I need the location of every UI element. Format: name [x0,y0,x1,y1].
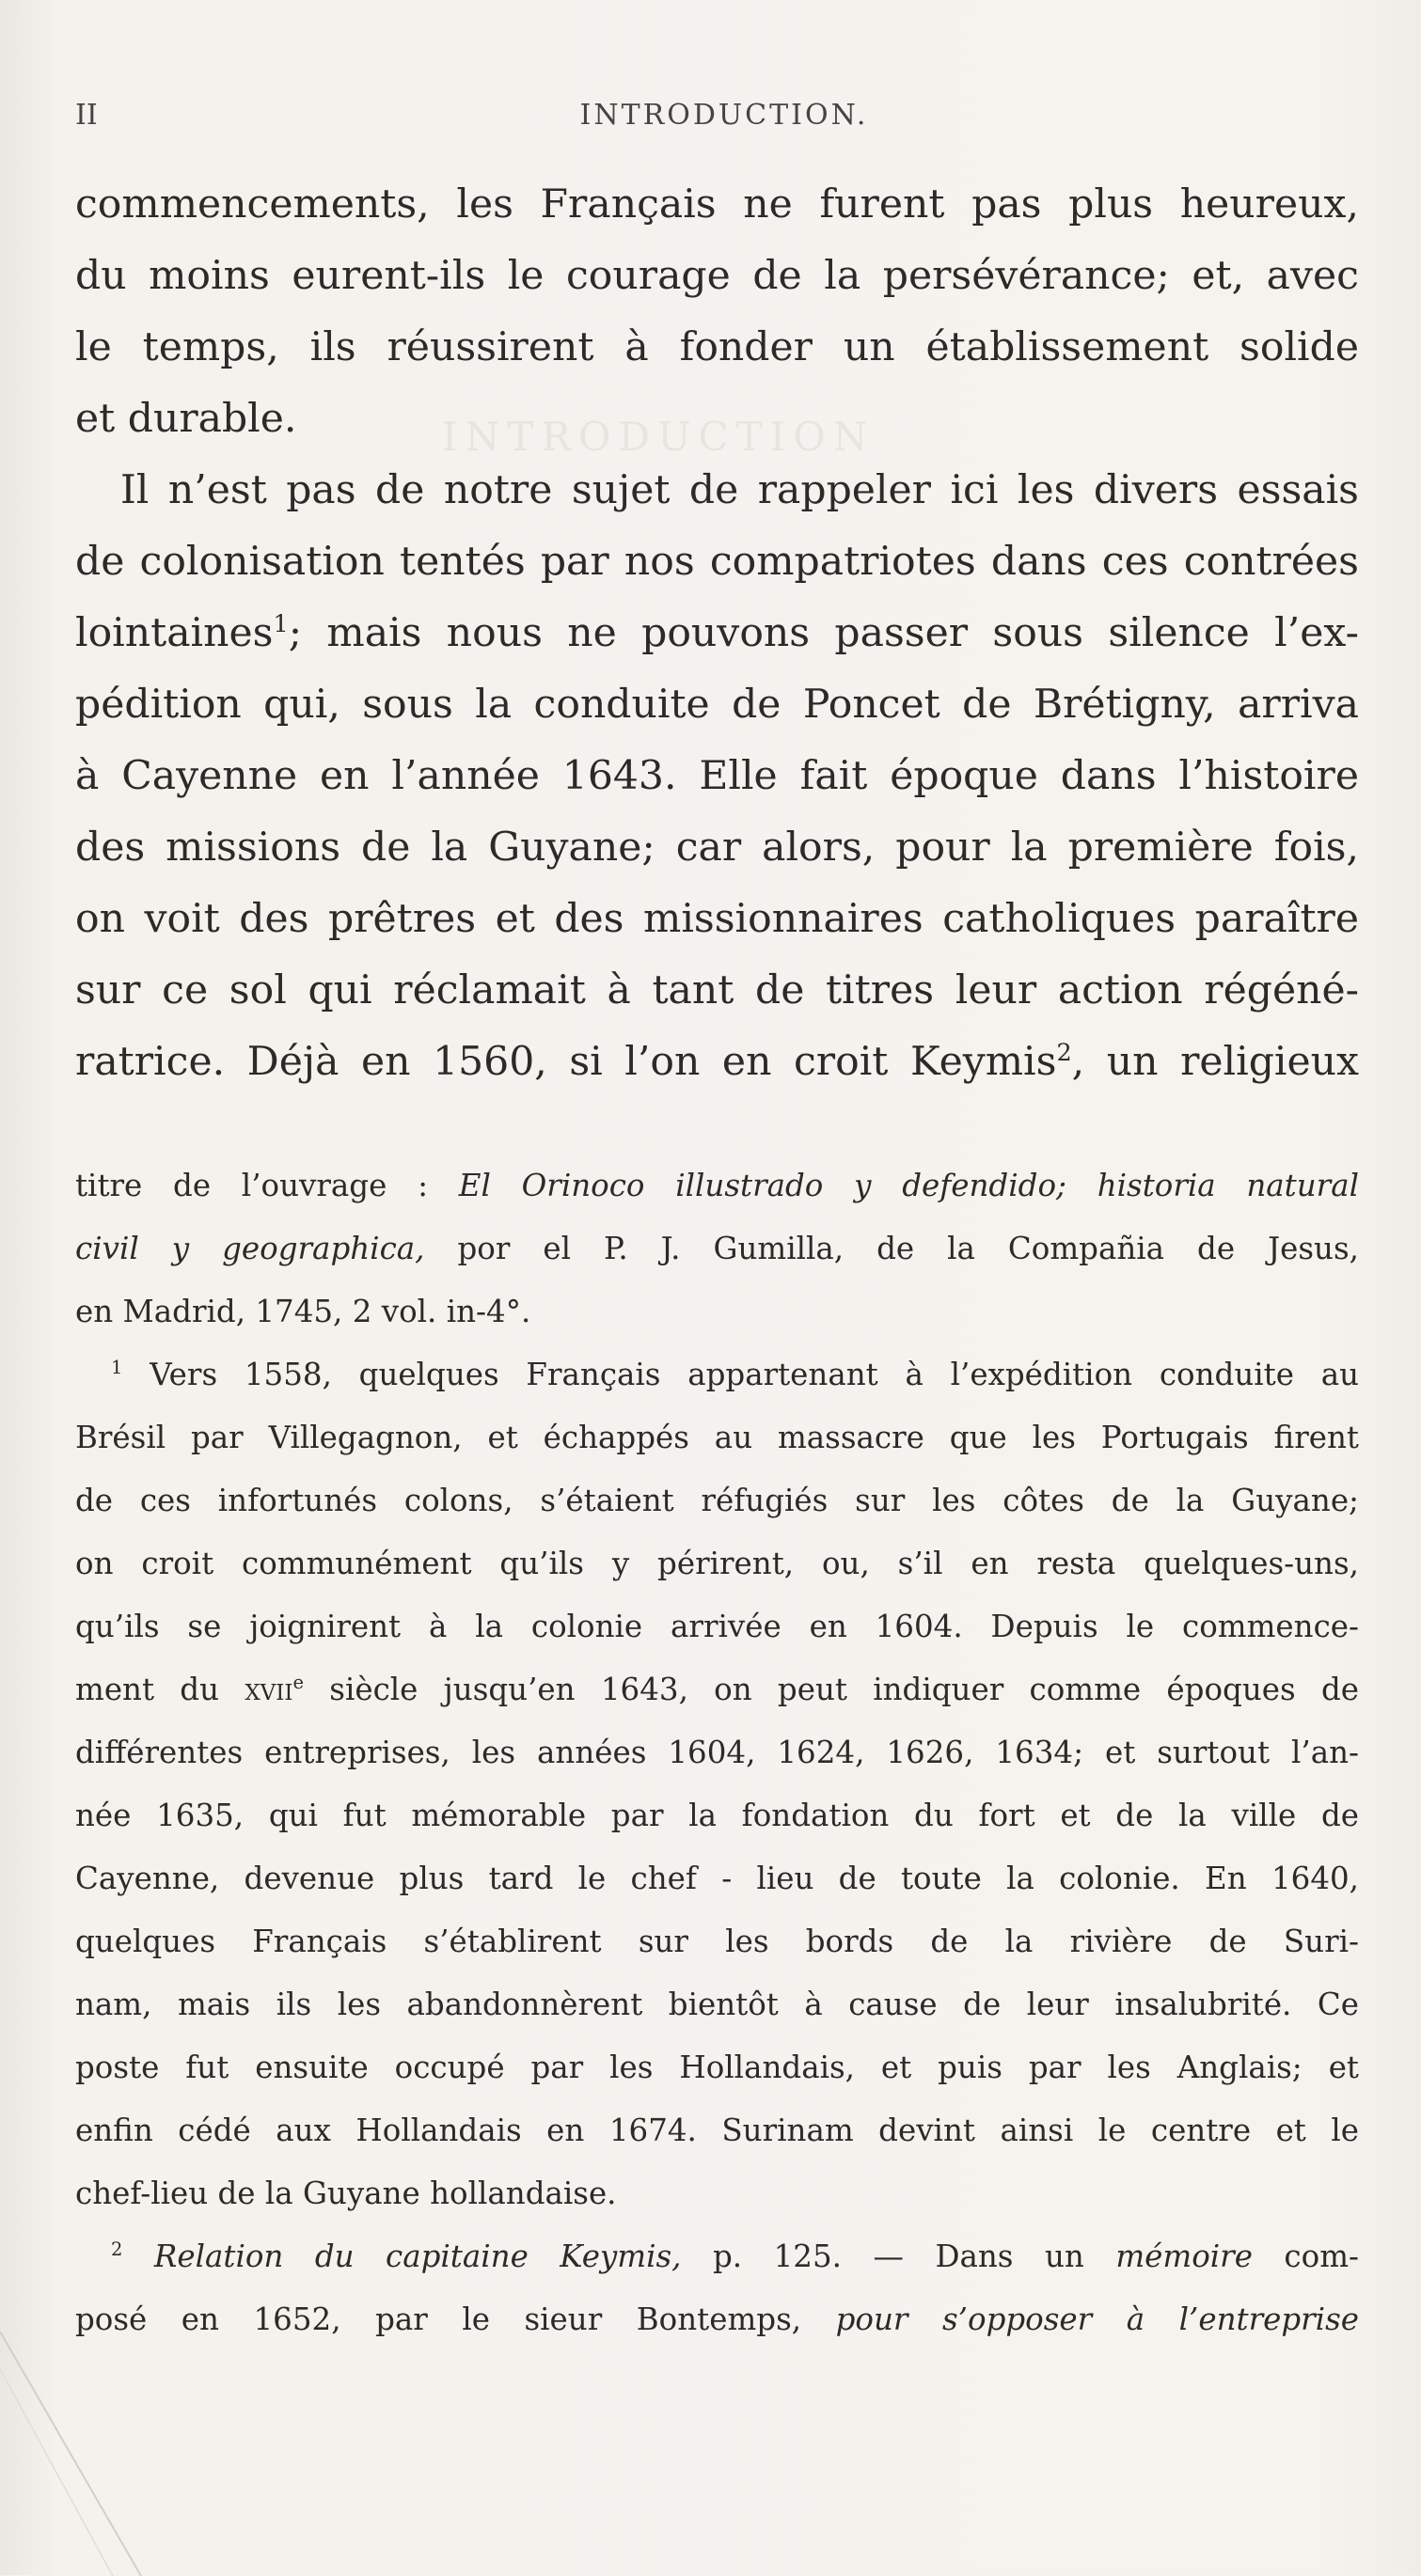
footnote-text: posé en 1652, par le sieur Bontemps, [75,2301,836,2337]
body-line: pédition qui, sous la conduite de Poncet de Brétigny, arriva [75,682,1359,728]
footnote-text: siècle jusqu’en 1643, on peut indiquer comme époques de [304,1672,1359,1707]
footnote-text: com- [1252,2238,1359,2274]
body-line: et durable. [75,396,297,442]
body-line: à Cayenne en l’année 1643. Elle fait époque dans l’histoire [75,753,1359,799]
footnote-line [75,2288,1359,2351]
body-line: on voit des prêtres et des missionnaires catholiques paraître [75,896,1359,942]
book-title: civil y geographica, [75,1231,425,1266]
book-title: El Orinoco illustrado y defendido; historia natural [458,1168,1359,1203]
body-line: le temps, ils réussirent à fonder un établissement solide [75,324,1359,370]
footnote-line: Brésil par Villegagnon, et échappés au massacre que les Portugais firent [75,1420,1359,1455]
footnote-line: chef-lieu de la Guyane hollandaise. [75,2175,617,2211]
body-line: du moins eurent-ils le courage de la persévérance; et, avec [75,253,1359,299]
body-line [75,1027,1359,1098]
running-title: INTRODUCTION. [579,99,869,132]
footnote-text: ment du [75,1672,245,1707]
body-line-part: ratrice. Déjà en 1560, si l’on en croit Keymis [75,1039,1057,1085]
footnote-text: por el P. J. Gumilla, de la Compañia de Jesus, [424,1231,1359,1266]
footnote-text: p. 125. — Dans un [681,2238,1116,2274]
footnote-line: Cayenne, devenue plus tard le chef - lieu de toute la colonie. En 1640, [75,1861,1359,1896]
main-text [75,169,1359,1098]
footnote-number-1: 1 [111,1357,123,1379]
footnote-line: quelques Français s’établirent sur les bords de la rivière de Suri- [75,1924,1359,1959]
body-line-part: lointaines [75,610,274,656]
footnote-line: nam, mais ils les abandonnèrent bientôt à cause de leur insalubrité. Ce [75,1987,1359,2022]
superscript-e: e [292,1672,305,1694]
footnote-line: on croit communément qu’ils y périrent, ou, s’il en resta quelques-uns, [75,1546,1359,1581]
body-line: de colonisation tentés par nos compatriotes dans ces contrées [75,539,1359,585]
page-crease-mark [0,2332,188,2576]
footnote-line: poste fut ensuite occupé par les Hollandais, et puis par les Anglais; et [75,2050,1359,2085]
bleed-through-text: INTRODUCTION [442,414,876,460]
body-line-part: ; mais nous ne pouvons passer sous silence l’ex- [288,610,1359,656]
book-title: Relation du capitaine Keymis, [153,2238,682,2274]
body-line: commencements, les Français ne furent pas plus heureux, [75,181,1359,228]
body-line: Il n’est pas de notre sujet de rappeler ici les divers essais [120,467,1359,513]
footnote-line: née 1635, qui fut mémorable par la fondation du fort et de la ville de [75,1798,1359,1833]
footnote-line: enfin cédé aux Hollandais en 1674. Surinam devint ainsi le centre et le [75,2113,1359,2148]
footnotes [75,1154,1359,2351]
page-header [75,99,1373,136]
body-line-part: , un religieux [1071,1039,1360,1085]
body-line [75,598,1359,669]
century-numeral: xvii [245,1672,293,1707]
footnote-line: qu’ils se joignirent à la colonie arrivée en 1604. Depuis le commence- [75,1609,1359,1644]
page-number: II [75,99,98,132]
footnote-line: de ces infortunés colons, s’étaient réfugiés sur les côtes de la Guyane; [75,1483,1359,1518]
footnote-text: titre de l’ouvrage : [75,1168,459,1203]
footnote-line: différentes entreprises, les années 1604, 1624, 1626, 1634; et surtout l’an- [75,1735,1359,1770]
body-line: des missions de la Guyane; car alors, pour la première fois, [75,825,1359,871]
footnote-ref-2: 2 [1056,1038,1072,1067]
footnote-line: en Madrid, 1745, 2 vol. in-4°. [75,1294,531,1329]
italic-word: mémoire [1115,2238,1253,2274]
footnote-line [75,1343,1359,1406]
footnote-line [75,1658,1359,1721]
footnote-text: Vers 1558, quelques Français appartenant à l’expédition conduite au [150,1357,1360,1392]
footnote-ref-1: 1 [273,609,289,638]
footnote-number-2: 2 [111,2238,123,2261]
body-line: sur ce sol qui réclamait à tant de titres leur action régéné- [75,967,1359,1013]
footnote-line [75,2225,1359,2288]
italic-phrase: pour s’opposer à l’entreprise [835,2301,1359,2337]
footnote-line [75,1154,1359,1217]
footnote-line [75,1217,1359,1280]
